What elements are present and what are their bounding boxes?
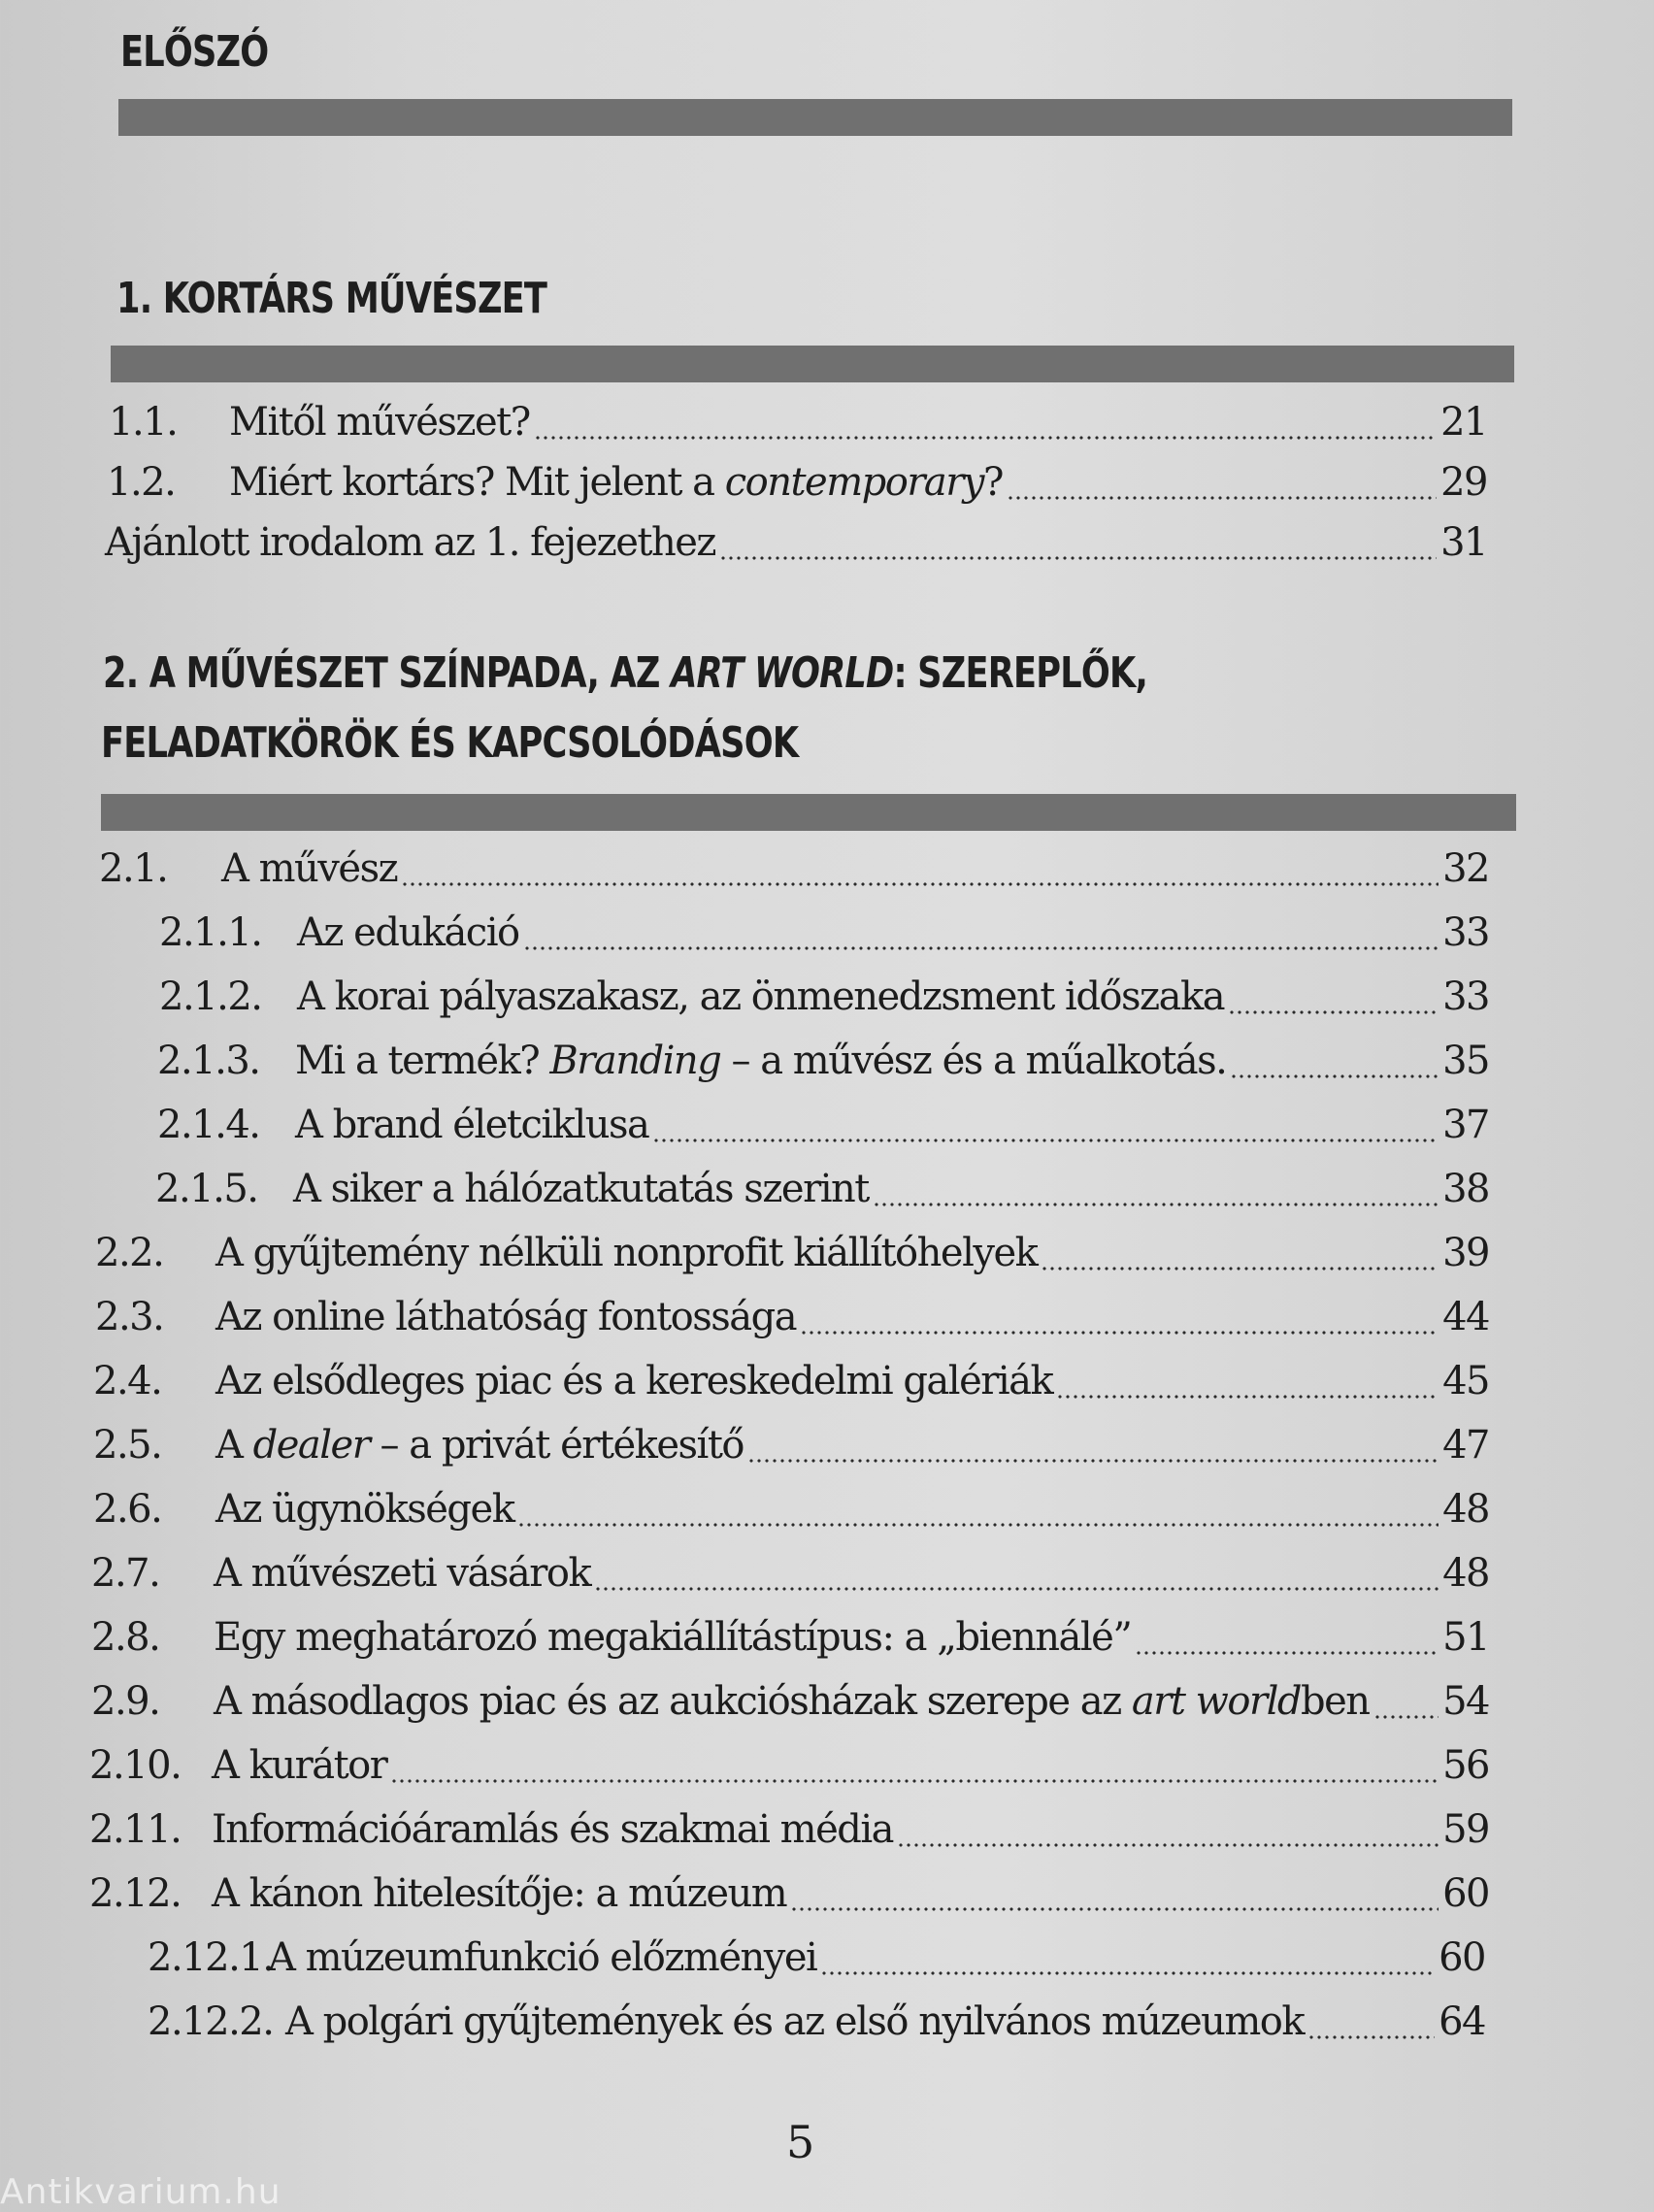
toc-leader-dots	[800, 1330, 1439, 1336]
toc-entry	[109, 400, 1487, 450]
toc-entry-number: 2.1.4.	[157, 1103, 260, 1147]
toc-entry-number: 2.10.	[89, 1743, 182, 1788]
toc-entry-page: 48	[1442, 1551, 1489, 1596]
toc-entry	[91, 1615, 1489, 1666]
toc-entry-number: 1.2.	[107, 460, 176, 505]
toc-entry-number: 2.11.	[89, 1807, 182, 1852]
toc-entry-title: A gyűjtemény nélküli nonprofit kiállítóhelyek	[215, 1231, 1038, 1275]
toc-entry-number: 2.6.	[93, 1487, 162, 1532]
toc-entry-number: 2.1.	[99, 846, 168, 891]
toc-entry	[99, 846, 1489, 897]
toc-entry-number: 2.5.	[93, 1423, 162, 1468]
toc-entry-title: A brand életciklusa	[295, 1103, 649, 1147]
chapter-2-rule	[101, 794, 1516, 831]
toc-leader-dots	[1007, 495, 1437, 501]
toc-entry	[148, 1999, 1485, 2050]
toc-entry	[157, 1039, 1489, 1089]
chapter-1-heading: 1. KORTÁRS MŰVÉSZET	[116, 274, 547, 323]
toc-entry-title: Mitől művészet?	[229, 400, 530, 445]
toc-entry-number: 2.12.2.	[148, 1999, 274, 2044]
toc-entry-page: 39	[1442, 1231, 1489, 1275]
toc-entry	[93, 1359, 1489, 1409]
toc-entry	[95, 1231, 1489, 1281]
toc-entry-page: 29	[1440, 460, 1487, 505]
toc-entry-number: 2.8.	[91, 1615, 160, 1660]
toc-entry-title: A dealer – a privát értékesítő	[215, 1423, 744, 1468]
toc-entry	[89, 1807, 1489, 1858]
toc-entry-page: 47	[1442, 1423, 1489, 1468]
toc-entry-page: 54	[1442, 1679, 1489, 1724]
toc-entry-page: 21	[1440, 400, 1487, 445]
toc-entry	[91, 1551, 1489, 1601]
toc-entry-title: A múzeumfunkció előzményei	[268, 1935, 817, 1980]
toc-entry-number: 2.4.	[93, 1359, 162, 1403]
toc-leader-dots	[1307, 2034, 1435, 2040]
toc-entry-number: 2.2.	[95, 1231, 164, 1275]
toc-entry-number: 2.1.2.	[159, 974, 262, 1019]
toc-entry-page: 45	[1442, 1359, 1489, 1403]
toc-leader-dots	[390, 1778, 1439, 1784]
toc-leader-dots	[747, 1458, 1439, 1464]
toc-entry-title: Az online láthatóság fontossága	[215, 1295, 797, 1339]
toc-entry-page: 38	[1442, 1167, 1489, 1211]
toc-entry-page: 56	[1442, 1743, 1489, 1788]
toc-entry	[155, 1167, 1489, 1217]
toc-entry-title: Az elsődleges piac és a kereskedelmi galériák	[215, 1359, 1053, 1403]
toc-entry-page: 60	[1442, 1871, 1489, 1916]
toc-entry-page: 64	[1439, 1999, 1485, 2044]
toc-entry	[89, 1743, 1489, 1794]
toc-leader-dots	[517, 1522, 1439, 1528]
heading-rule	[118, 99, 1512, 136]
toc-entry-title: A művészeti vásárok	[214, 1551, 591, 1596]
toc-entry-title: A másodlagos piac és az aukciósházak szerepe az art worldben	[214, 1679, 1370, 1724]
toc-entry-page: 31	[1440, 520, 1487, 565]
watermark: Antikvarium.hu	[0, 2172, 281, 2212]
toc-entry-title: A korai pályaszakasz, az önmenedzsment időszaka	[297, 974, 1225, 1019]
toc-entry-title: A siker a hálózatkutatás szerint	[293, 1167, 869, 1211]
toc-leader-dots	[1041, 1266, 1439, 1271]
toc-leader-dots	[523, 945, 1439, 951]
toc-leader-dots	[1373, 1714, 1439, 1720]
toc-entry	[157, 1103, 1489, 1153]
toc-entry-page: 37	[1442, 1103, 1489, 1147]
toc-entry-title: Miért kortárs? Mit jelent a contemporary?	[229, 460, 1003, 505]
chapter-2-heading-line2: FELADATKÖRÖK ÉS KAPCSOLÓDÁSOK	[101, 718, 799, 768]
toc-entry-number: 2.3.	[95, 1295, 164, 1339]
toc-entry	[93, 1487, 1489, 1537]
toc-entry	[91, 1679, 1489, 1730]
toc-entry-page: 33	[1442, 910, 1489, 955]
toc-entry	[95, 1295, 1489, 1345]
toc-entry-title: A kurátor	[212, 1743, 387, 1788]
toc-entry-page: 59	[1442, 1807, 1489, 1852]
toc-entry	[105, 520, 1487, 571]
toc-entry-title: Ajánlott irodalom az 1. fejezethez	[105, 520, 715, 565]
toc-leader-dots	[719, 555, 1437, 561]
toc-entry-page: 51	[1442, 1615, 1489, 1660]
chapter-1-rule	[111, 346, 1514, 382]
toc-entry-page: 48	[1442, 1487, 1489, 1532]
toc-entry-number: 2.1.3.	[157, 1039, 260, 1083]
toc-entry-title: Egy meghatározó megakiállítástípus: a „biennálé”	[214, 1615, 1132, 1660]
toc-leader-dots	[534, 435, 1437, 441]
toc-leader-dots	[897, 1842, 1439, 1848]
toc-entry-number: 1.1.	[109, 400, 178, 445]
toc-entry-title: Az edukáció	[297, 910, 519, 955]
toc-entry-page: 33	[1442, 974, 1489, 1019]
toc-entry-title: Információáramlás és szakmai média	[212, 1807, 893, 1852]
toc-leader-dots	[652, 1138, 1439, 1143]
toc-entry	[93, 1423, 1489, 1473]
toc-entry-number: 2.1.5.	[155, 1167, 258, 1211]
toc-leader-dots	[1228, 1009, 1439, 1015]
toc-leader-dots	[1056, 1394, 1439, 1400]
toc-entry	[107, 460, 1487, 511]
toc-leader-dots	[401, 881, 1439, 887]
toc-entry-title: Mi a termék? Branding – a művész és a műalkotás.	[295, 1039, 1227, 1083]
toc-entry-title: Az ügynökségek	[215, 1487, 514, 1532]
toc-entry	[159, 910, 1489, 961]
toc-leader-dots	[873, 1202, 1439, 1207]
toc-entry	[89, 1871, 1489, 1922]
chapter-2-heading-line1: 2. A MŰVÉSZET SZÍNPADA, AZ ART WORLD: SZEREPLŐK,	[103, 648, 1148, 698]
page-number: 5	[786, 2116, 815, 2168]
toc-entry-page: 44	[1442, 1295, 1489, 1339]
toc-entry	[148, 1935, 1485, 1986]
toc-entry-number: 2.12.	[89, 1871, 182, 1916]
toc-leader-dots	[790, 1906, 1439, 1912]
toc-entry-number: 2.9.	[91, 1679, 160, 1724]
toc-leader-dots	[1135, 1650, 1439, 1656]
toc-entry-title: A művész	[221, 846, 398, 891]
toc-entry-number: 2.12.1.	[148, 1935, 274, 1980]
toc-entry-page: 32	[1442, 846, 1489, 891]
toc-entry	[159, 974, 1489, 1025]
toc-entry-title: A polgári gyűjtemények és az első nyilvános múzeumok	[285, 1999, 1305, 2044]
toc-entry-title: A kánon hitelesítője: a múzeum	[212, 1871, 787, 1916]
toc-entry-number: 2.1.1.	[159, 910, 262, 955]
toc-entry-page: 35	[1442, 1039, 1489, 1083]
toc-leader-dots	[1230, 1073, 1439, 1079]
toc-entry-number: 2.7.	[91, 1551, 160, 1596]
toc-leader-dots	[594, 1586, 1439, 1592]
toc-leader-dots	[820, 1970, 1435, 1976]
toc-entry-page: 60	[1439, 1935, 1485, 1980]
foreword-heading: ELŐSZÓ	[120, 27, 269, 77]
